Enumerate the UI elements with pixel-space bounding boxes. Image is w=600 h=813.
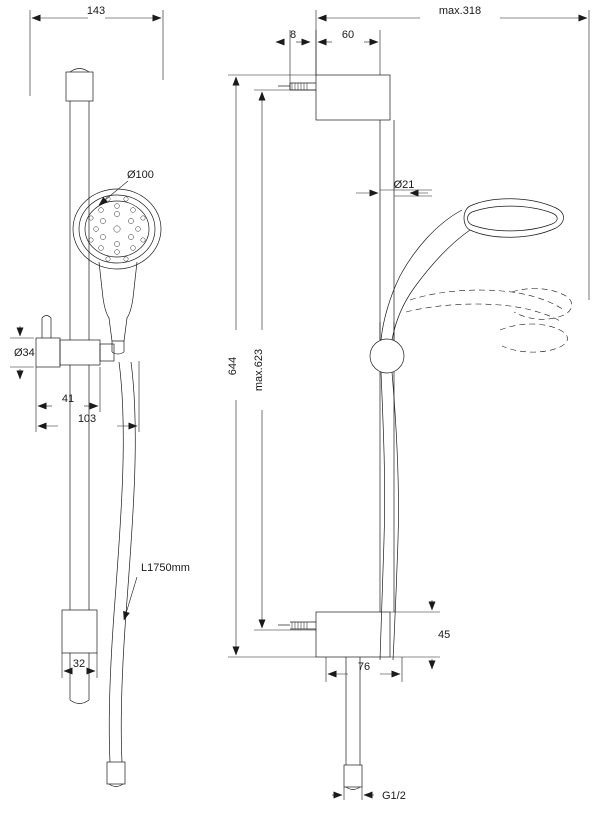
front-bottom-bracket	[62, 610, 97, 704]
front-hose	[107, 362, 135, 787]
side-lower-stub	[344, 657, 362, 790]
front-slider-bracket	[36, 316, 114, 368]
side-top-bracket	[278, 75, 390, 120]
dim-g12	[332, 787, 374, 800]
label-front-width: 143	[86, 5, 106, 17]
side-shower-head	[464, 199, 564, 238]
label-32: 32	[72, 658, 86, 670]
dim-644	[228, 75, 316, 657]
side-shower-phantom-positions	[406, 289, 572, 353]
label-g12: G1/2	[382, 790, 406, 802]
dim-side-width	[316, 10, 589, 300]
label-8: 8	[289, 29, 297, 41]
label-103: 103	[77, 413, 97, 425]
label-max623: max.623	[253, 348, 265, 392]
front-shower-head	[73, 189, 161, 269]
front-shower-nozzles	[89, 197, 145, 261]
dim-front-width	[30, 10, 163, 96]
label-rail-diameter: Ø21	[393, 179, 415, 191]
dim-45	[390, 600, 440, 669]
front-rail-tube	[70, 101, 89, 610]
label-bracket-diameter: Ø34	[14, 347, 35, 359]
label-45: 45	[438, 629, 451, 641]
side-shower-body	[380, 210, 470, 660]
label-side-width: max.318	[438, 5, 482, 17]
dim-41	[36, 367, 100, 412]
front-shower-handle	[99, 262, 137, 354]
side-slider-ring	[370, 322, 404, 373]
label-head-diameter: Ø100	[127, 169, 154, 181]
label-644: 644	[227, 356, 239, 376]
leader-hose-length	[124, 577, 137, 620]
label-hose-length: L1750mm	[141, 562, 190, 574]
label-76: 76	[357, 661, 371, 673]
side-rail-tube	[380, 120, 394, 612]
front-rail-top-cap	[66, 69, 93, 102]
label-41: 41	[61, 393, 75, 405]
side-bottom-bracket	[278, 612, 390, 657]
label-60: 60	[341, 29, 355, 41]
